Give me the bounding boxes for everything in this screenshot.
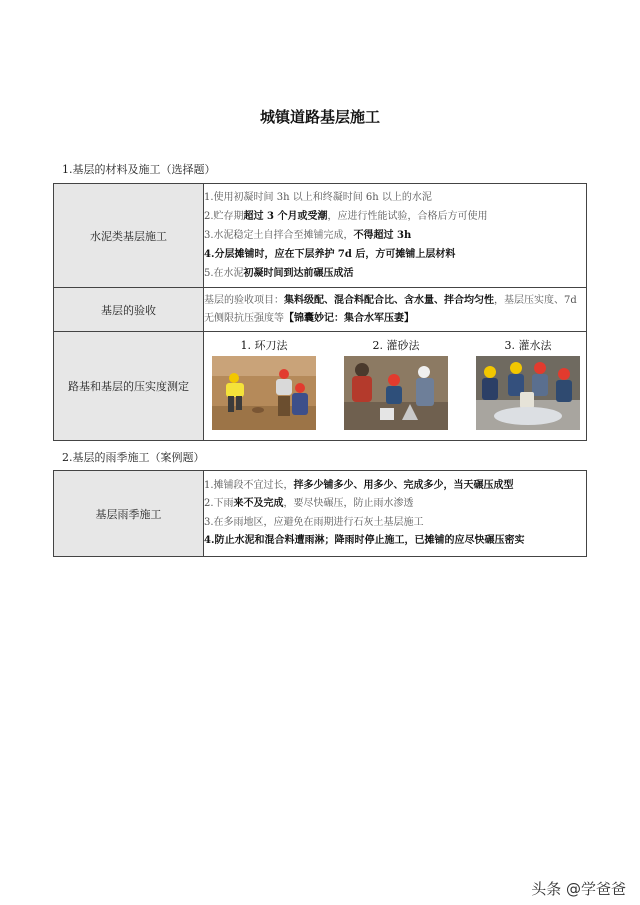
materials-table <box>53 183 587 441</box>
photo-card-ring-knife <box>212 338 316 434</box>
ring-knife-photo <box>212 356 316 430</box>
table-row <box>54 288 587 332</box>
photo-caption: 2. 灌砂法 <box>372 339 420 352</box>
table-row <box>54 471 587 557</box>
row-label-cement: 水泥类基层施工 <box>54 184 204 288</box>
sand-cone-photo <box>344 356 448 430</box>
list-item: 5.在水泥初凝时间到达前碾压成活 <box>204 268 354 279</box>
list-item: 4.防止水泥和混合料遭雨淋；降雨时停止施工，已摊铺的应尽快碾压密实 <box>204 535 525 546</box>
table-row <box>54 184 587 288</box>
row-label-compaction: 路基和基层的压实度测定 <box>54 332 204 441</box>
list-item: 4.分层摊铺时，应在下层养护 7d 后，方可摊铺上层材料 <box>204 249 456 260</box>
list-item: 2.下雨来不及完成，要尽快碾压，防止雨水渗透 <box>204 498 414 509</box>
rainy-content <box>204 471 587 557</box>
photo-caption: 3. 灌水法 <box>504 339 552 352</box>
acceptance-content: 基层的验收项目：集料级配、混合料配合比、含水量、拌合均匀性，基层压实度、7d 无侧限抗压强度等【锦囊妙记：集合水军压妻】 <box>204 288 587 332</box>
section-2-heading: 2.基层的雨季施工（案例题） <box>62 451 205 464</box>
compaction-photos <box>204 332 587 441</box>
watermark: 头条 @学爸爸 <box>531 880 626 898</box>
list-item: 1.使用初凝时间 3h 以上和终凝时间 6h 以上的水泥 <box>204 192 432 203</box>
photo-caption: 1. 环刀法 <box>240 339 288 352</box>
row-label-rainy: 基层雨季施工 <box>54 471 204 557</box>
section-1-heading: 1.基层的材料及施工（选择题） <box>62 163 216 176</box>
photo-card-water-fill <box>476 338 580 434</box>
rainy-season-table <box>53 470 587 557</box>
row-label-acceptance: 基层的验收 <box>54 288 204 332</box>
cement-content <box>204 184 587 288</box>
list-item: 2.贮存期超过 3 个月或受潮，应进行性能试验，合格后方可使用 <box>204 211 488 222</box>
document-title: 城镇道路基层施工 <box>259 108 380 126</box>
list-item: 3.水泥稳定土自拌合至摊铺完成，不得超过 3h <box>204 230 412 241</box>
list-item: 3.在多雨地区，应避免在雨期进行石灰土基层施工 <box>204 516 424 528</box>
water-fill-photo <box>476 356 580 430</box>
list-item: 1.摊铺段不宜过长，拌多少铺多少、用多少、完成多少，当天碾压成型 <box>204 479 514 491</box>
table-row <box>54 332 587 441</box>
photo-card-sand-cone <box>344 338 448 434</box>
